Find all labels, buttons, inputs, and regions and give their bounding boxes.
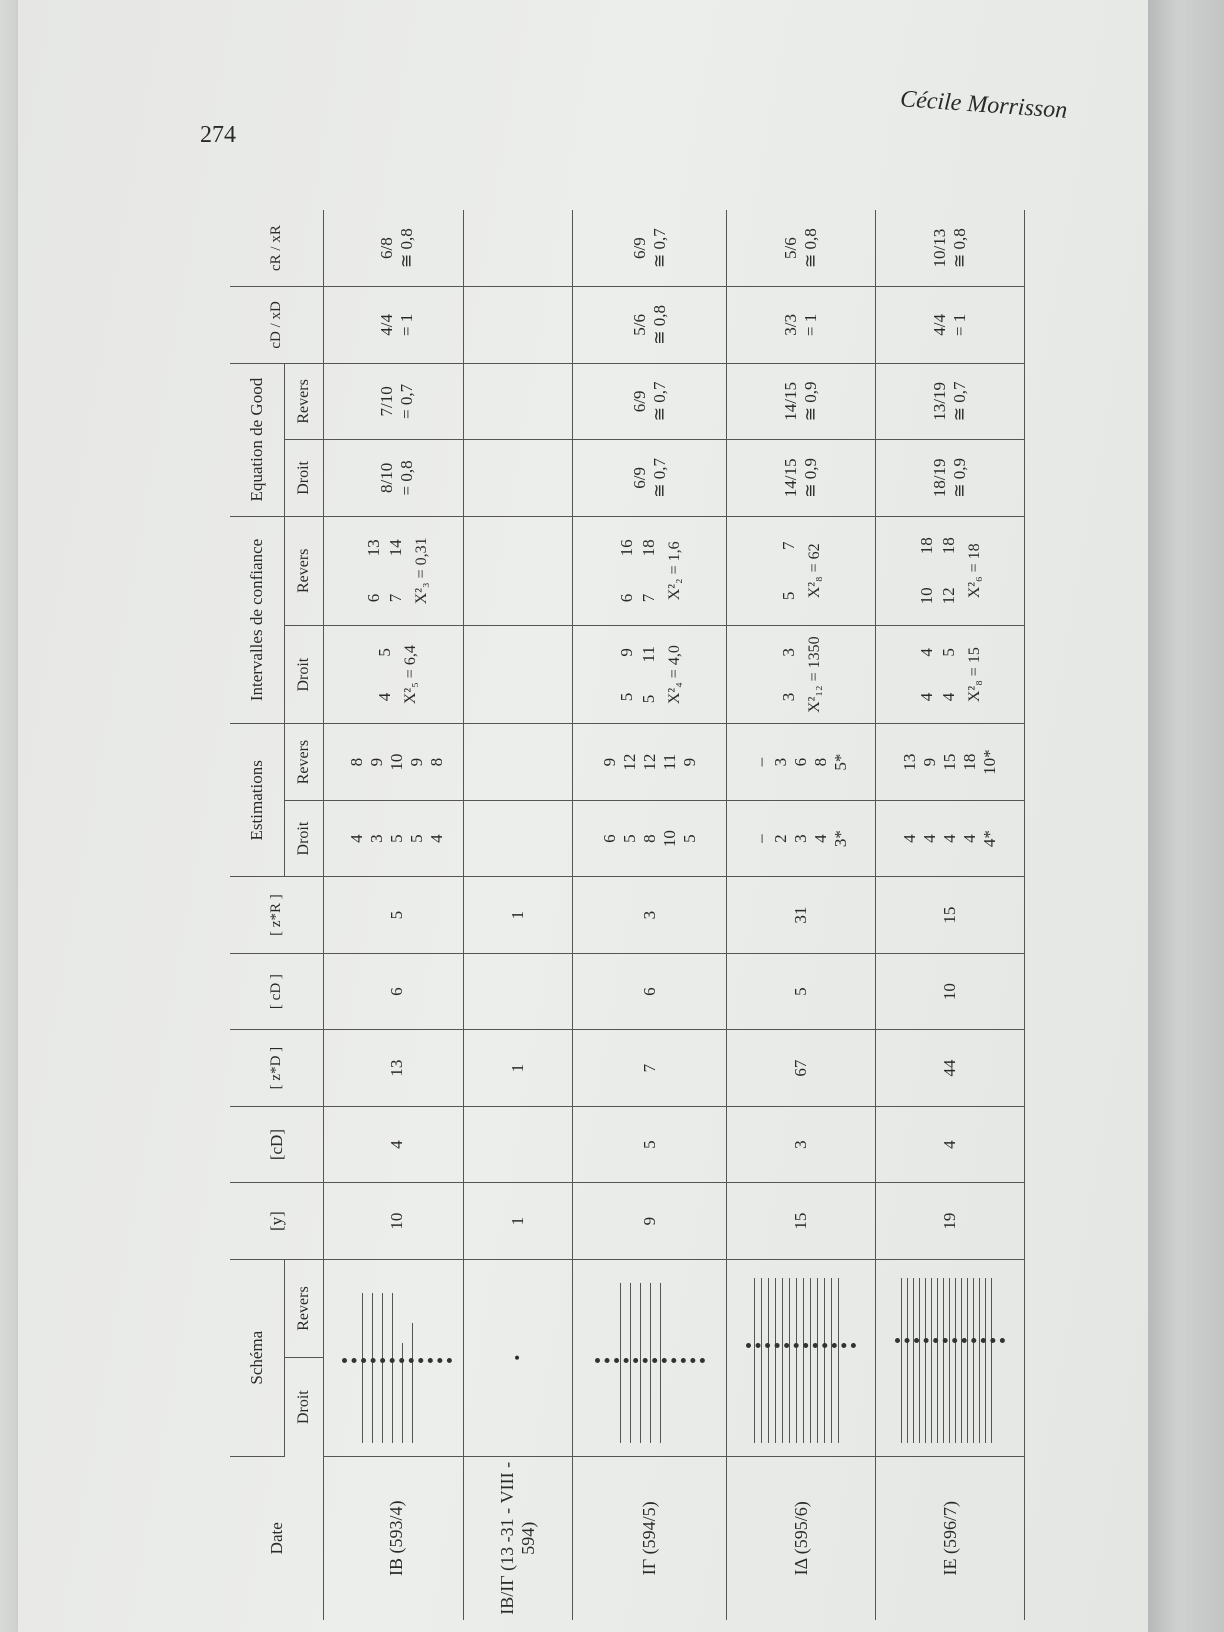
eq-droit-cell: 6/9 ≅ 0,7 (573, 440, 727, 517)
ci-droit-cell: 5 9 5 11 X²₄ = 4,0 (573, 625, 727, 723)
zd-cell: 13 (324, 1030, 464, 1107)
header-cd: [cD] (230, 1106, 324, 1183)
cdxd-cell: 5/6 ≅ 0,8 (573, 287, 727, 364)
header-schema-revers: Revers (285, 1259, 324, 1357)
header-y: [y] (230, 1183, 324, 1260)
y-cell: 9 (573, 1183, 727, 1260)
header-crxr: cR / xR (230, 210, 324, 287)
table-row (876, 210, 1025, 1620)
header-eq-revers: Revers (285, 363, 324, 440)
est-revers-cell: 9 12 12 11 9 (573, 724, 727, 801)
table-row (573, 210, 727, 1620)
date-cell: IΓ (594/5) (639, 1501, 659, 1576)
eq-droit-cell: 18/19 ≅ 0,9 (876, 440, 1025, 517)
est-droit-cell: 4 3 5 5 4 (324, 800, 464, 877)
ci-revers-cell: 6 13 7 14 X²₃ = 0,31 (324, 516, 464, 625)
cd-cell: 3 (727, 1106, 876, 1183)
crxr-cell: 10/13 ≅ 0,8 (876, 210, 1025, 287)
ci-revers-cell: 6 16 7 18 X²₂ = 1,6 (573, 516, 727, 625)
header-est-droit: Droit (285, 800, 324, 877)
zr-cell: 1 (464, 877, 573, 954)
eq-droit-cell: 14/15 ≅ 0,9 (727, 440, 876, 517)
schema-diagram (876, 1259, 1025, 1456)
cd-cell: 4 (324, 1106, 464, 1183)
y-cell: 1 (464, 1183, 573, 1260)
zr-cell: 31 (727, 877, 876, 954)
y-cell: 19 (876, 1183, 1025, 1260)
crxr-cell: 6/8 ≅ 0,8 (324, 210, 464, 287)
schema-diagram (573, 1259, 727, 1456)
y-cell: 15 (727, 1183, 876, 1260)
est-revers-cell: 8 9 10 9 8 (324, 724, 464, 801)
crxr-cell: 6/9 ≅ 0,7 (573, 210, 727, 287)
cdxd-cell: 3/3 = 1 (727, 287, 876, 364)
cdxd-cell: 4/4 = 1 (324, 287, 464, 364)
crxr-cell: 5/6 ≅ 0,8 (727, 210, 876, 287)
cd2-cell: 6 (573, 953, 727, 1030)
header-schema: Schéma (230, 1259, 285, 1456)
schema-dot: • (508, 1354, 527, 1361)
ci-droit-cell: 3 3 X²₁₂ = 1350 (727, 625, 876, 723)
header-intervalles: Intervalles de confiance (230, 516, 285, 724)
est-droit-cell: 6 5 8 10 5 (573, 800, 727, 877)
schema-lines-diagram (895, 1273, 1005, 1443)
table-row (727, 210, 876, 1620)
est-revers-cell: 13 9 15 18 10* (876, 724, 1025, 801)
header-eq-droit: Droit (285, 440, 324, 517)
schema-lines-diagram (595, 1273, 705, 1443)
table-row (324, 210, 464, 1620)
eq-revers-cell: 7/10 = 0,7 (324, 363, 464, 440)
page-stack-edge (1148, 0, 1224, 1632)
zd-cell: 44 (876, 1030, 1025, 1107)
header-equation: Equation de Good (230, 363, 285, 516)
header-zd: [ z*D ] (230, 1030, 324, 1107)
schema-diagram (464, 1259, 573, 1456)
zr-cell: 3 (573, 877, 727, 954)
page-number: 274 (200, 122, 236, 148)
header-cd2: [ cD ] (230, 953, 324, 1030)
cd-cell: 5 (573, 1106, 727, 1183)
header-date: Date (230, 1456, 324, 1620)
eq-revers-cell: 6/9 ≅ 0,7 (573, 363, 727, 440)
rotated-table-container (230, 210, 1040, 1620)
ci-revers-cell: 10 18 12 18 X²₆ = 18 (876, 516, 1025, 625)
eq-revers-cell: 13/19 ≅ 0,7 (876, 363, 1025, 440)
ci-droit-cell: 4 4 4 5 X²₈ = 15 (876, 625, 1025, 723)
schema-lines-diagram (342, 1273, 452, 1443)
schema-diagram (324, 1259, 464, 1456)
est-droit-cell: – 2 3 4 3* (727, 800, 876, 877)
zd-cell: 67 (727, 1030, 876, 1107)
header-zr: [ z*R ] (230, 877, 324, 954)
date-cell: IB/IΓ (13 -31 - VIII - 594) (497, 1461, 538, 1615)
cd-cell (464, 1106, 573, 1183)
y-cell: 10 (324, 1183, 464, 1260)
eq-revers-cell: 14/15 ≅ 0,9 (727, 363, 876, 440)
date-cell: IE (596/7) (939, 1501, 960, 1576)
book-binding (0, 0, 18, 1632)
cd2-cell (464, 953, 573, 1030)
zd-cell: 1 (464, 1030, 573, 1107)
author-header: Cécile Morrisson (899, 86, 1069, 124)
header-int-revers: Revers (285, 516, 324, 625)
schema-diagram (727, 1259, 876, 1456)
eq-droit-cell: 8/10 = 0,8 (324, 440, 464, 517)
zr-cell: 15 (876, 877, 1025, 954)
zd-cell: 7 (573, 1030, 727, 1107)
table-row (464, 210, 573, 1620)
statistics-table (230, 210, 1025, 1620)
schema-lines-diagram (746, 1273, 856, 1443)
header-cdxd: cD / xD (230, 287, 324, 364)
zr-cell: 5 (324, 877, 464, 954)
cdxd-cell: 4/4 = 1 (876, 287, 1025, 364)
ci-revers-cell: 5 7 X²₈ = 62 (727, 516, 876, 625)
date-cell: IΔ (595/6) (790, 1501, 811, 1576)
date-cell: IB (593/4) (386, 1500, 406, 1577)
cd2-cell: 5 (727, 953, 876, 1030)
ci-droit-cell: 4 5 X²₅ = 6,4 (324, 625, 464, 723)
cd2-cell: 6 (324, 953, 464, 1030)
header-estimations: Estimations (230, 724, 285, 877)
cd2-cell: 10 (876, 953, 1025, 1030)
header-est-revers: Revers (285, 724, 324, 801)
cd-cell: 4 (876, 1106, 1025, 1183)
est-revers-cell: – 3 6 8 5* (727, 724, 876, 801)
est-droit-cell: 4 4 4 4 4* (876, 800, 1025, 877)
header-int-droit: Droit (285, 625, 324, 723)
header-schema-droit: Droit (285, 1358, 324, 1456)
